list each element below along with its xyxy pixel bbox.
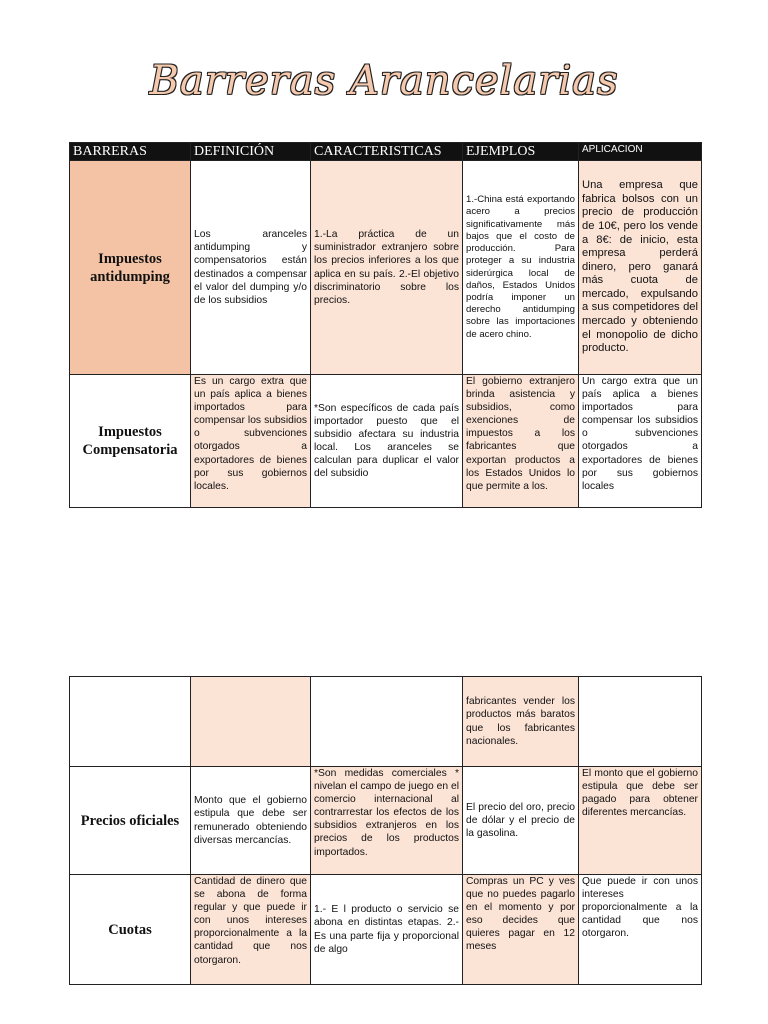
header-barreras: BARRERAS [70, 143, 191, 161]
characteristics-cell: *Son medidas comerciales * nivelan el campo de juego en el comercio internacional al contrarrestar los efectos de los subsidios extranjeros en los precios de los productos importados. [311, 767, 463, 875]
examples-cell: 1.-China está exportando acero a precios significativamente más bajos que el costo de producción. Para proteger a su industria siderúrgica local de daños, Estados Unidos podría imponer un derecho antidumping sobre las importaciones de acero chino. [463, 161, 579, 375]
definition-cell: Cantidad de dinero que se abona de forma regular y que puede ir con unos intereses proporcionalmente a la cantidad que nos otorgaron. [191, 875, 311, 985]
examples-cell: El precio del oro, precio de dólar y el precio de la gasolina. [463, 767, 579, 875]
examples-cell: El gobierno extranjero brinda asistencia y subsidios, como exenciones de impuestos a los fabricantes que exportan productos a los Estados Unidos lo que permite a los. [463, 375, 579, 508]
header-ejemplos: EJEMPLOS [463, 143, 579, 161]
empty-cell [311, 677, 463, 767]
table-row [70, 875, 702, 985]
application-cell: Una empresa que fabrica bolsos con un precio de producción de 10€, pero los vende a 8€: de inicio, esta empresa perderá dinero, pero ganará más cuota de mercado, expulsando a sus competidores del mercado y obteniendo el monopolio de dicho producto. [579, 161, 702, 375]
row-heading: Impuestos Compensatoria [70, 375, 191, 508]
application-cell: El monto que el gobierno estipula que debe ser pagado para obtener diferentes mercancías. [579, 767, 702, 875]
row-heading: Precios oficiales [70, 767, 191, 875]
row-heading: Cuotas [70, 875, 191, 985]
table-row [70, 375, 702, 508]
characteristics-cell: 1.-La práctica de un suministrador extranjero sobre los precios inferiores a los que aplica en su país. 2.-El objetivo discriminatorio sobre los precios. [311, 161, 463, 375]
table-row [70, 677, 702, 767]
empty-cell [191, 677, 311, 767]
header-caracteristicas: CARACTERISTICAS [311, 143, 463, 161]
row-heading: Impuestos antidumping [70, 161, 191, 375]
examples-cell: fabricantes vender los productos más baratos que los fabricantes nacionales. [463, 677, 579, 767]
header-aplicacion: APLICACION [579, 143, 702, 161]
barriers-table [69, 142, 702, 508]
barriers-table-continued [69, 676, 702, 985]
characteristics-cell: 1.- E l producto o servicio se abona en distintas etapas. 2.- Es una parte fija y proporcional de algo [311, 875, 463, 985]
definition-cell: Es un cargo extra que un país aplica a bienes importados para compensar los subsidios o subvenciones otorgados a exportadores de bienes por sus gobiernos locales. [191, 375, 311, 508]
page-title: Barreras Arancelarias [149, 58, 619, 104]
empty-cell [579, 677, 702, 767]
definition-cell: Monto que el gobierno estipula que debe ser remunerado obteniendo diversas mercancías. [191, 767, 311, 875]
definition-cell: Los aranceles antidumping y compensatorios están destinados a compensar el valor del dumping y/o de los subsidios [191, 161, 311, 375]
table-row [70, 767, 702, 875]
table-header-row [70, 143, 702, 161]
characteristics-cell: *Son específicos de cada país importador puesto que el subsidio afectara su industria local. Los aranceles se calculan para duplicar el valor del subsidio [311, 375, 463, 508]
application-cell: Que puede ir con unos intereses proporcionalmente a la cantidad que nos otorgaron. [579, 875, 702, 985]
examples-cell: Compras un PC y ves que no puedes pagarlo en el momento y por eso decides que quieres pagar en 12 meses [463, 875, 579, 985]
application-cell: Un cargo extra que un país aplica a bienes importados para compensar los subsidios o subvenciones otorgados a exportadores de bienes por sus gobiernos locales [579, 375, 702, 508]
header-definicion: DEFINICIÓN [191, 143, 311, 161]
table-row [70, 161, 702, 375]
empty-cell [70, 677, 191, 767]
